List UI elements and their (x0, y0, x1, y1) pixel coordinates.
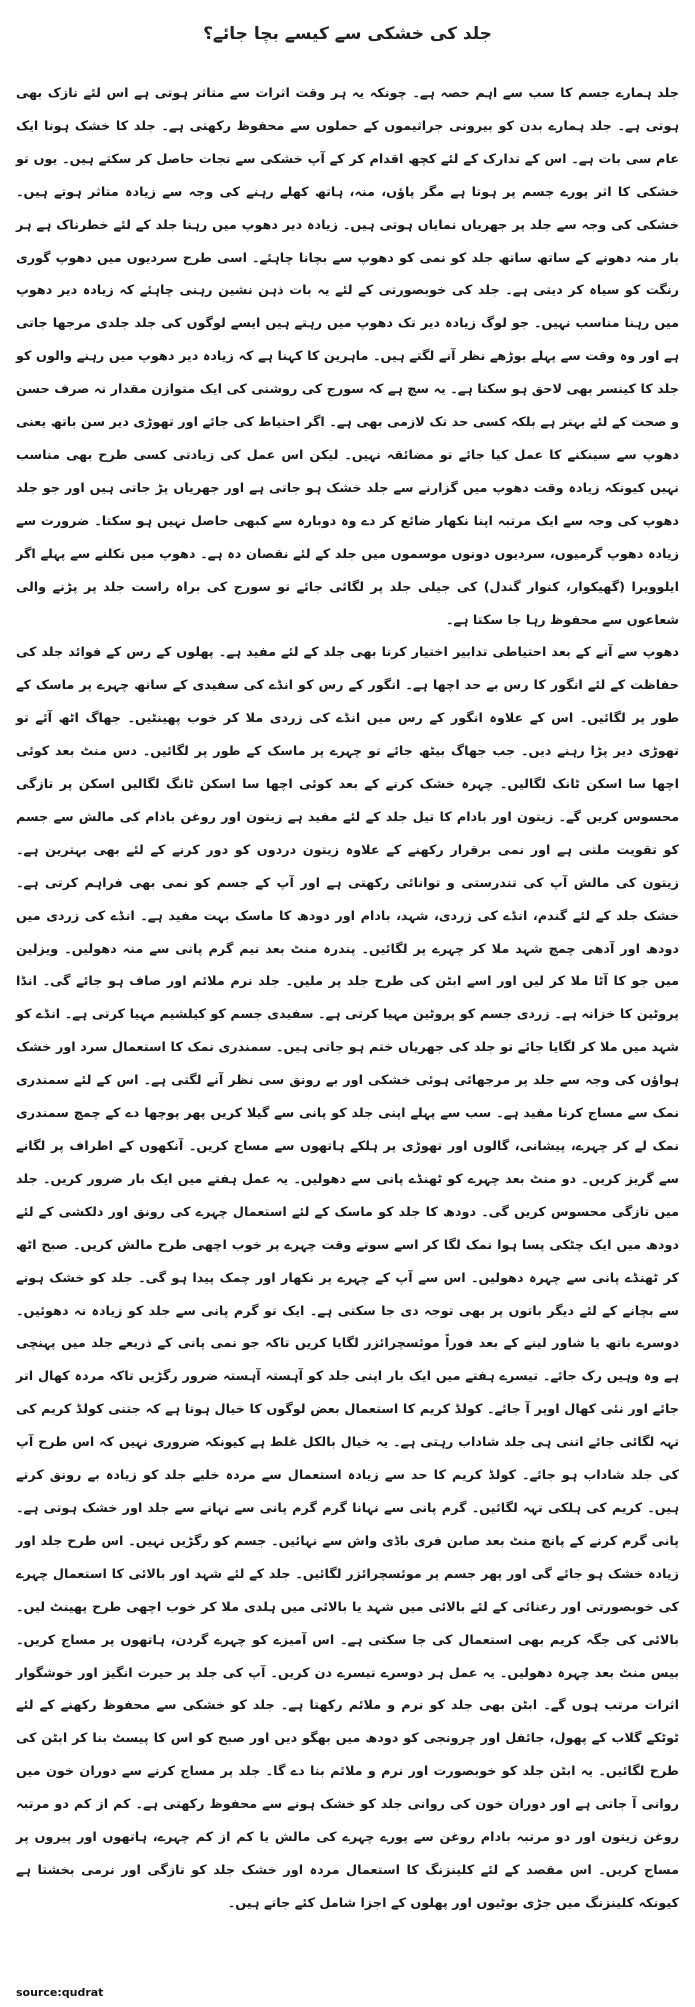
article-paragraph-1: جلد ہمارے جسم کا سب سے اہم حصہ ہے۔ چونکہ یہ ہر وقت اثرات سے متاثر ہوتی ہے اس لئے نازک بھی ہوتی ہے۔ جلد ہمارے بدن کو بیرونی جراثیموں کے حملوں سے محفوظ رکھتی ہے۔ جلد کا خشک ہونا ایک عام سی بات ہے۔ اس کے تدارک کے لئے کچھ اقدام کر کے آپ خشکی سے نجات حاصل کر سکتے ہیں۔ یوں تو خشکی کا اثر پورے جسم پر ہوتا ہے مگر پاؤں، منہ، ہاتھ کھلے رہنے کی وجہ سے زیادہ متاثر ہوتے ہیں۔ خشکی کی وجہ سے جلد پر جھریاں نمایاں ہوتی ہیں۔ زیادہ دیر دھوپ میں رہنا جلد کے لئے خطرناک ہے ہر بار منہ دھونے کے ساتھ ساتھ جلد کو نمی کو دھوپ سے بچانا چاہئے۔ اسی طرح سردیوں میں دھوپ گوری رنگت کو سیاہ کر دیتی ہے۔ جلد کی خوبصورتی کے لئے یہ بات ذہن نشین رہنی چاہئے کہ زیادہ دیر دھوپ میں رہنا مناسب نہیں۔ جو لوگ زیادہ دیر تک دھوپ میں رہتے ہیں ایسے لوگوں کی جلد جلدی مرجھا جاتی ہے اور وہ وقت سے پہلے بوڑھے نظر آنے لگتے ہیں۔ ماہرین کا کہنا ہے کہ زیادہ دیر دھوپ میں رہنے والوں کو جلد کا کینسر بھی لاحق ہو سکتا ہے۔ یہ سچ ہے کہ سورج کی روشنی کی ایک متوازن مقدار نہ صرف حسن و صحت کے لئے بہتر ہے بلکہ کسی حد تک لازمی بھی ہے۔ اگر احتیاط کی جائے اور تھوڑی دیر سن باتھ یعنی دھوپ سے سینکنے کا عمل کیا جائے تو مضائقہ نہیں۔ لیکن اس عمل کی زیادتی کسی طرح بھی مناسب نہیں کیونکہ زیادہ وقت دھوپ میں گزارنے سے جلد خشک ہو جاتی ہے اور جھریاں پڑ جاتی ہیں اور جو جلد دھوپ کی وجہ سے ایک مرتبہ اپنا نکھار ضائع کر دے وہ دوبارہ سے کبھی حاصل نہیں ہو سکتا۔ ضرورت سے زیادہ دھوپ گرمیوں، سردیوں دونوں موسموں میں جلد کے لئے نقصان دہ ہے۔ دھوپ میں نکلنے سے پہلے اگر ایلوویرا (گھیکوار، کنوار گندل) کی جیلی جلد پر لگائی جائے تو سورج کی براہ راست جلد پر پڑنے والی شعاعوں سے محفوظ رہا جا سکتا ہے۔ (16, 86, 679, 628)
article-paragraph-2: دھوپ سے آنے کے بعد احتیاطی تدابیر اختیار کرنا بھی جلد کے لئے مفید ہے۔ پھلوں کے رس کے فوائد جلد کی حفاظت کے لئے انگور کا رس بے حد اچھا ہے۔ انگور کے رس کو انڈے کی سفیدی کے ساتھ چہرے پر ماسک کے طور پر لگائیں۔ اس کے علاوہ انگور کے رس میں انڈے کی زردی ملا کر خوب پھینٹیں۔ جھاگ اٹھ آئے تو تھوڑی دیر پڑا رہنے دیں۔ جب جھاگ بیٹھ جائے تو چہرے پر ماسک کے طور پر لگائیں۔ دس منٹ بعد کوئی اچھا سا اسکن ٹانک لگالیں۔ چہرہ خشک کرنے کے بعد کوئی اچھا سا اسکن ٹانگ لگالیں اسکن پر تازگی محسوس کریں گے۔ زیتون اور بادام کا تیل جلد کے لئے مفید ہے زیتون اور روغن بادام کی مالش سے جسم کو تقویت ملتی ہے اور نمی برقرار رکھنے کے علاوہ زیتون دردوں کو دور کرنے کے لئے بھی بہترین ہے۔ زیتون کی مالش آپ کی تندرستی و توانائی رکھتی ہے اور آپ کے جسم کو نمی بھی فراہم کرتی ہے۔ خشک جلد کے لئے گندم، انڈے کی زردی، شہد، بادام اور دودھ کا ماسک بہت مفید ہے۔ انڈے کی زردی میں دودھ اور آدھی چمچ شہد ملا کر چہرے پر لگائیں۔ پندرہ منٹ بعد نیم گرم پانی سے منہ دھولیں۔ ویزلین میں جو کا آٹا ملا کر لیں اور اسے ابٹن کی طرح جلد پر ملیں۔ جلد نرم ملائم اور صاف ہو جائے گی۔ انڈا پروٹین کا خزانہ ہے۔ زردی جسم کو پروٹین مہیا کرتی ہے۔ سفیدی جسم کو کیلشیم مہیا کرتی ہے۔ انڈے کو شہد میں ملا کر لگایا جائے تو جلد کی جھریاں ختم ہو جاتی ہیں۔ سمندری نمک کا استعمال سرد اور خشک ہواؤں کی وجہ سے جلد پر مرجھائی ہوئی خشکی اور بے رونق سی نظر آنے لگتی ہے۔ اس کے لئے سمندری نمک سے مساج کرنا مفید ہے۔ سب سے پہلے اپنی جلد کو پانی سے گیلا کریں پھر پوچھا دے کے چمچ سمندری نمک لے کر چہرے، پیشانی، گالوں اور تھوڑی پر ہلکے ہاتھوں سے مساج کریں۔ آنکھوں کے اطراف پر لگانے سے گریز کریں۔ دو منٹ بعد چہرے کو ٹھنڈے پانی سے دھولیں۔ یہ عمل ہفتے میں ایک بار ضرور کریں۔ جلد میں تازگی محسوس کریں گی۔ دودھ کا جلد کو ماسک کے لئے استعمال چہرے کی رونق اور دلکشی کے لئے دودھ میں ایک چٹکی پسا ہوا نمک لگا کر اسے سوتے وقت چہرے پر خوب اچھی طرح مالش کریں۔ صبح اٹھ کر ٹھنڈے پانی سے چہرہ دھولیں۔ اس سے آپ کے چہرے پر نکھار اور چمک پیدا ہو گی۔ جلد کو خشک ہونے سے بچانے کے لئے دیگر باتوں پر بھی توجہ دی جا سکتی ہے۔ ایک تو گرم پانی سے جلد کو زیادہ نہ دھوئیں۔ دوسرے باتھ یا شاور لینے کے بعد فوراً موئسچرائزر لگایا کریں تاکہ جو نمی پانی کے ذریعے جلد میں پہنچی ہے وہ وہیں رک جائے۔ تیسرے ہفتے میں ایک بار اپنی جلد کو آہستہ آہستہ ضرور رگڑیں تاکہ مردہ کھال اتر جائے اور نئی کھال اوپر آ جائے۔ کولڈ کریم کا استعمال بعض لوگوں کا خیال ہوتا ہے کہ جتنی کولڈ کریم کی تہہ لگائی جائے اتنی ہی جلد شاداب رہتی ہے۔ یہ خیال بالکل غلط ہے کیونکہ ضروری نہیں کہ اس طرح آپ کی جلد شاداب ہو جائے۔ کولڈ کریم کا حد سے زیادہ استعمال سے مردہ خلیے جلد کو زیادہ بے رونق کرتے ہیں۔ کریم کی ہلکی تہہ لگائیں۔ گرم پانی سے نہانا گرم گرم پانی سے نہانے سے جلد اور خشک ہوتی ہے۔ پانی گرم کرنے کے پانچ منٹ بعد صابن فری باڈی واش سے نہائیں۔ جسم کو رگڑیں نہیں۔ اس طرح جلد اور زیادہ خشک ہو جائے گی اور پھر جسم پر موئسچرائزر لگائیں۔ جلد کے لئے شہد اور بالائی کا استعمال چہرے کی خوبصورتی اور رعنائی کے لئے بالائی میں شہد یا بالائی میں ہلدی ملا کر خوب اچھی طرح پھینٹ لیں۔ بالائی کی جگہ کریم بھی استعمال کی جا سکتی ہے۔ اس آمیزے کو چہرے گردن، ہاتھوں پر مساج کریں۔ بیس منٹ بعد چہرہ دھولیں۔ یہ عمل ہر دوسرے تیسرے دن کریں۔ آپ کی جلد پر حیرت انگیز اور خوشگوار اثرات مرتب ہوں گے۔ ابٹن بھی جلد کو نرم و ملائم رکھتا ہے۔ جلد کو خشکی سے محفوظ رکھنے کے لئے ٹوٹکے گلاب کے پھول، جائفل اور چرونجی کو دودھ میں بھگو دیں اور صبح کو اس کا پیسٹ بنا کر ابٹن کی طرح لگائیں۔ یہ ابٹن جلد کو خوبصورت اور نرم و ملائم بنا دے گا۔ جلد پر مساج کرنے سے دوران خون میں روانی آ جاتی ہے اور دوران خون کی روانی جلد کو خشک ہونے سے محفوظ رکھتی ہے۔ کم از کم دو مرتبہ روغن زیتون اور دو مرتبہ بادام روغن سے پورے چہرے کی مالش یا کم از کم چہرے، ہاتھوں اور پیروں پر مساج کریں۔ اس مقصد کے لئے کلینزنگ کا استعمال مردہ اور خشک جلد کو تازگی اور نرمی بخشتا ہے کیونکہ کلینزنگ میں جڑی بوٹیوں اور پھلوں کے اجزا شامل کئے جاتے ہیں۔ (16, 645, 680, 1911)
article-body (16, 78, 679, 1921)
source-credit: source:qudrat (16, 1986, 104, 1999)
article-title: جلد کی خشکی سے کیسے بچا جائے؟ (203, 24, 492, 44)
